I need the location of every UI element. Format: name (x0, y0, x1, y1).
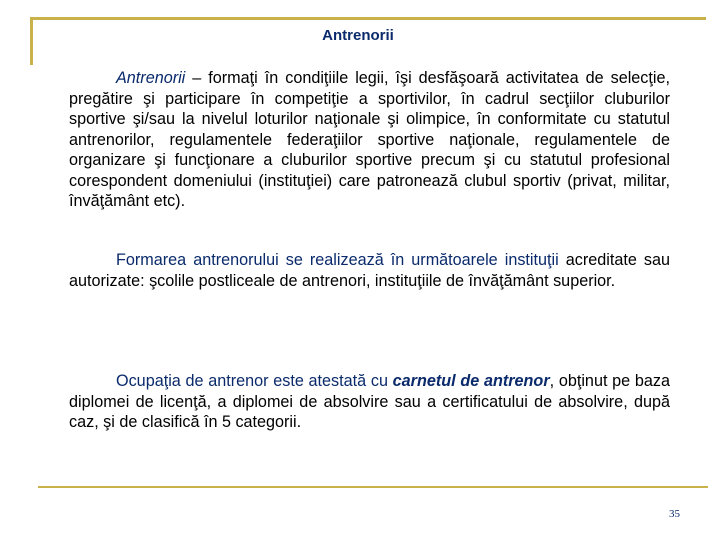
training-lead: Formarea antrenorului se realizează în următoarele instituţii (116, 251, 559, 269)
paragraph-definition (69, 68, 670, 212)
certification-lead: Ocupaţia de antrenor este atestată cu (116, 372, 393, 390)
certification-text: , obţinut pe baza diplomei de licenţă, a diplomei de absolvire sau a certificatului de absolvire, după caz, şi de clasifică în 5 categorii. (69, 372, 670, 431)
definition-term: Antrenorii (116, 69, 186, 87)
training-text: acreditate sau autorizate: şcolile postliceale de antrenori, instituţiile de învăţământ superior. (69, 251, 670, 290)
bottom-rule (38, 486, 708, 488)
slide-title-text: Antrenorii (322, 27, 394, 44)
paragraph-certification (69, 371, 670, 433)
paragraph-training (69, 250, 670, 291)
definition-text: – formaţi în condiţiile legii, îşi desfăşoară activitatea de selecţie, pregătire şi participare în competiţie a sportivilor, în cadrul secţiilor cluburilor sportive şi/sau la nivelul loturilor naţionale şi olimpice, în conformitate cu statutul antrenorilor, regulamentele federaţiilor sportive naţionale, regulamentele de organizare şi funcţionare a cluburilor sportive precum şi cu statutul profesional corespondent domeniului (instituţiei) care patronează clubul sportiv (privat, militar, învăţământ etc). (69, 69, 670, 210)
slide-title (0, 27, 720, 44)
frame-top-rule (30, 17, 706, 20)
certification-term: carnetul de antrenor (392, 372, 550, 390)
page-number: 35 (669, 508, 680, 520)
